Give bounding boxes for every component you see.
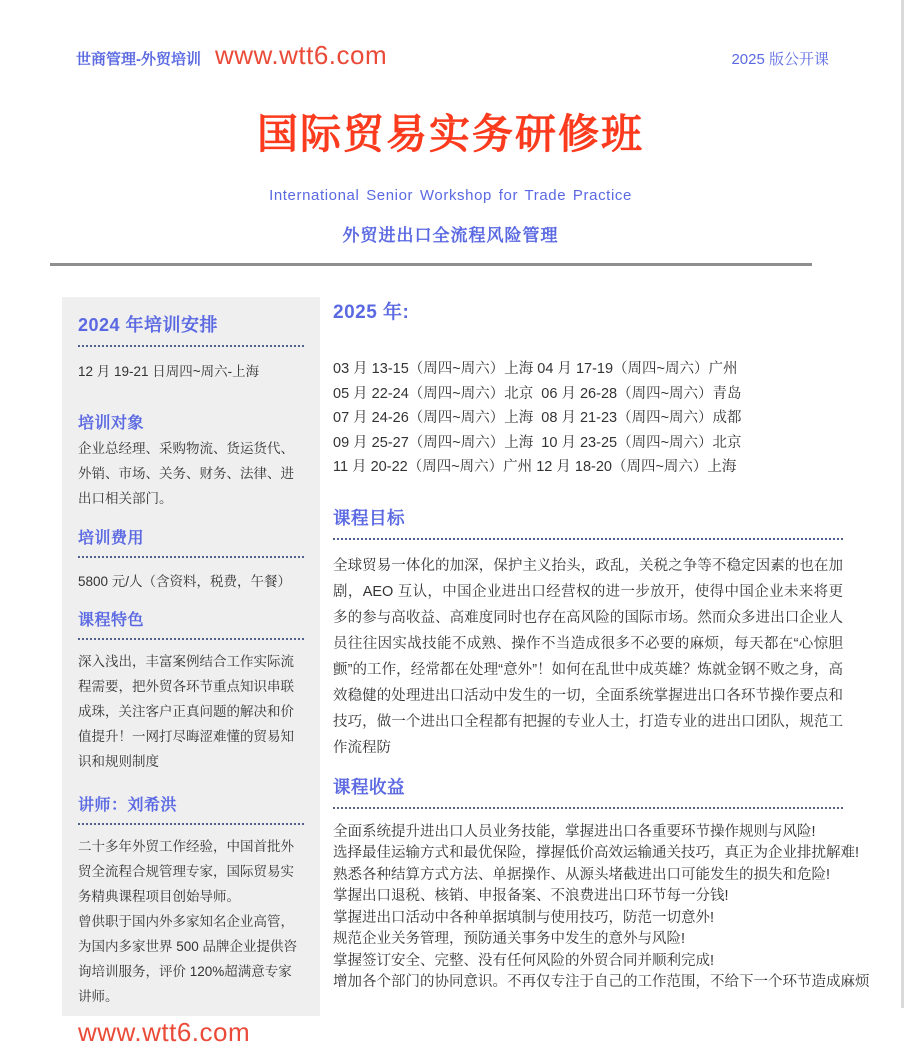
sidebar-heading-fee: 培训费用: [78, 530, 145, 547]
sidebar-heading-2024-schedule: 2024 年培训安排: [78, 315, 219, 335]
site-url-link[interactable]: www.wtt6.com: [215, 40, 388, 70]
sidebar-heading-features: 课程特色: [78, 612, 145, 629]
subtitle-chinese: 外贸进出口全流程风险管理: [342, 226, 559, 245]
dotted-divider: [78, 345, 304, 347]
session-2024: 12 月 19-21 日周四~周六-上海: [78, 364, 260, 379]
schedule-2025-list: [333, 357, 843, 480]
subtitle-english: International Senior Workshop for Trade Practice: [269, 187, 632, 204]
dotted-divider: [78, 556, 304, 558]
brand-label: 世商管理-外贸培训: [76, 51, 201, 68]
schedule-row: 07 月 24-26（周四~周六）上海 08 月 21-23（周四~周六）成都: [333, 410, 742, 426]
schedule-row: 03 月 13-15（周四~周六）上海 04 月 17-19（周四~周六）广州: [333, 361, 738, 377]
dotted-divider: [78, 638, 304, 640]
features-text: 深入浅出，丰富案例结合工作实际流程需要，把外贸各环节重点知识串联成珠，关注客户正真问题的解决和价值提升！一网打尽晦涩难懂的贸易知识和规则制度: [78, 654, 294, 769]
benefit-item: 选择最佳运输方式和最优保险，撑握低价高效运输通关技巧，真正为企业排扰解难!: [333, 845, 860, 861]
schedule-row: 11 月 20-22（周四~周六）广州 12 月 18-20（周四~周六）上海: [333, 459, 737, 475]
objectives-text: 全球贸易一体化的加深，保护主义抬头，政乱，关税之争等不稳定因素的也在加剧，AEO 互认，中国企业进出口经营权的进一步放开，使得中国企业未来将更多的参与高收益、高难度同时也存在高风险的国际市场。然而众多进出口企业人员往往因实战技能不成熟、操作不当造成很多不必要的麻烦，每天都在“心惊胆颤”的工作，经常都在处理“意外”！如何在乱世中成英雄？炼就金钢不败之身，高效稳健的处理进出口活动中发生的一切，全面系统掌握进出口各环节操作要点和技巧，做一个进出口全程都有把握的专业人士，打造专业的进出口团队，规范工作流程防: [333, 557, 843, 756]
heading-course-objectives: 课程目标: [333, 507, 405, 528]
header-divider: [50, 263, 812, 266]
benefit-item: 全面系统提升进出口人员业务技能，掌握进出口各重要环节操作规则与风险!: [333, 823, 816, 840]
sidebar: [62, 297, 320, 1047]
dotted-divider: [333, 538, 843, 540]
content-columns: [62, 297, 901, 1047]
page-header: [0, 0, 901, 71]
dotted-divider: [78, 823, 304, 825]
schedule-row: 09 月 25-27（周四~周六）上海 10 月 23-25（周四~周六）北京: [333, 434, 742, 451]
lecturer-bio-2: 曾供职于国内外多家知名企业高管，为国内多家世界 500 品牌企业提供咨询培训服务，评价 120%超满意专家讲师。: [78, 914, 298, 1004]
heading-course-benefits: 课程收益: [333, 776, 405, 797]
edition-label: 2025 版公开课: [731, 51, 829, 68]
benefit-item: 掌握进出口活动中各种单据填制与使用技巧，防范一切意外!: [333, 909, 715, 926]
benefit-item: 掌握签订安全、完整、没有任何风险的外贸合同并顺利完成!: [333, 952, 715, 969]
main-column: [333, 297, 870, 1016]
heading-2025-schedule: 2025 年:: [333, 302, 410, 323]
benefits-list: [333, 822, 870, 994]
fee-text: 5800 元/人（含资料，税费，午餐）: [78, 574, 292, 589]
benefit-item: 规范企业关务管理，预防通关事务中发生的意外与风险!: [333, 931, 686, 947]
sidebar-heading-lecturer: 讲师：刘希洪: [78, 797, 178, 814]
benefit-item: 增加各个部门的协同意识。不再仅专注于自己的工作范围，不给下一个环节造成麻烦: [333, 974, 870, 990]
dotted-divider: [333, 807, 843, 809]
page-title: 国际贸易实务研修班: [257, 111, 644, 157]
sidebar-site-url-link[interactable]: www.wtt6.com: [78, 1017, 251, 1047]
benefit-item: 掌握出口退税、核销、申报备案、不浪费进出口环节每一分钱!: [333, 888, 729, 904]
audience-text: 企业总经理、采购物流、货运货代、外销、市场、关务、财务、法律、进出口相关部门。: [78, 441, 294, 506]
lecturer-bio-1: 二十多年外贸工作经验，中国首批外贸全流程合规管理专家，国际贸易实务精典课程项目创始导师。: [78, 839, 294, 904]
sidebar-heading-audience: 培训对象: [78, 415, 145, 432]
schedule-row: 05 月 22-24（周四~周六）北京 06 月 26-28（周四~周六）青岛: [333, 385, 742, 402]
benefit-item: 熟悉各种结算方式方法、单据操作、从源头堵截进出口可能发生的损失和危险!: [333, 866, 831, 883]
